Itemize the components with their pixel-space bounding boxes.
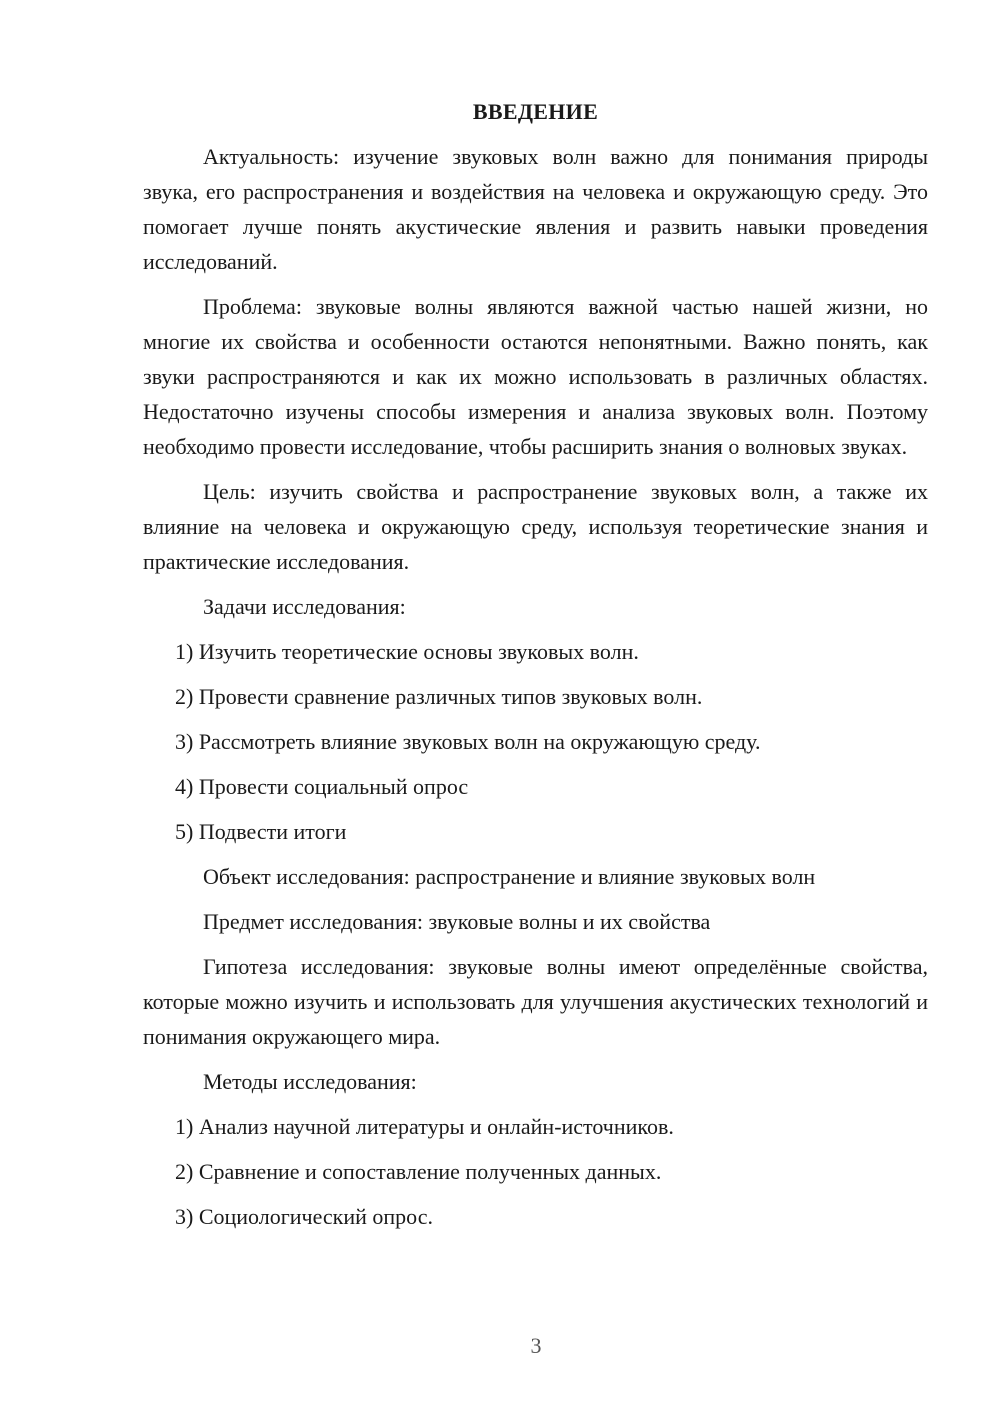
page-content: [143, 94, 928, 1244]
task-item: 2) Провести сравнение различных типов звуковых волн.: [175, 684, 703, 709]
page-title: ВВЕДЕНИЕ: [472, 99, 599, 124]
method-item: 1) Анализ научной литературы и онлайн-источников.: [175, 1114, 674, 1139]
task-item: 5) Подвести итоги: [175, 819, 347, 844]
method-item: 2) Сравнение и сопоставление полученных данных.: [175, 1159, 662, 1184]
research-object: Объект исследования: распространение и влияние звуковых волн: [203, 864, 816, 889]
task-item: 1) Изучить теоретические основы звуковых волн.: [175, 639, 639, 664]
relevance-paragraph: Актуальность: изучение звуковых волн важно для понимания природы звука, его распространения и воздействия на человека и окружающую среду. Это помогает лучше понять акустические явления и развить навыки проведения исследований.: [143, 144, 928, 274]
method-item: 3) Социологический опрос.: [175, 1204, 433, 1229]
page-number: 3: [530, 1333, 542, 1358]
problem-paragraph: Проблема: звуковые волны являются важной частью нашей жизни, но многие их свойства и особенности остаются непонятными. Важно понять, как звуки распространяются и как их можно использовать в различных областях. Недостаточно изучены способы измерения и анализа звуковых волн. Поэтому необходимо провести исследование, чтобы расширить знания о волновых звуках.: [143, 294, 928, 459]
task-item: 3) Рассмотреть влияние звуковых волн на окружающую среду.: [175, 729, 761, 754]
research-subject: Предмет исследования: звуковые волны и их свойства: [203, 909, 711, 934]
tasks-heading: Задачи исследования:: [203, 594, 406, 619]
goal-paragraph: Цель: изучить свойства и распространение звуковых волн, а также их влияние на человека и окружающую среду, используя теоретические знания и практические исследования.: [143, 479, 928, 574]
methods-heading: Методы исследования:: [203, 1069, 417, 1094]
task-item: 4) Провести социальный опрос: [175, 774, 469, 799]
hypothesis-paragraph: Гипотеза исследования: звуковые волны имеют определённые свойства, которые можно изучить и использовать для улучшения акустических технологий и понимания окружающего мира.: [143, 954, 928, 1049]
